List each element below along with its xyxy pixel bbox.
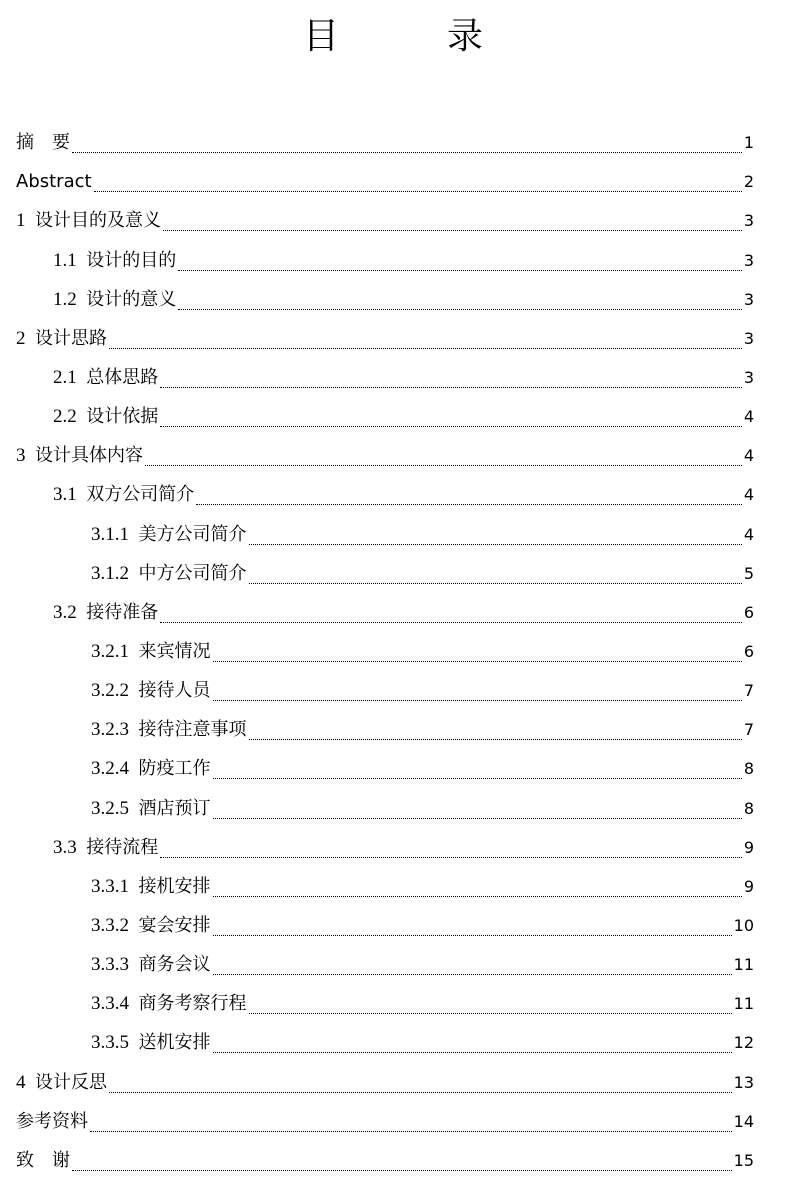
dot-leader bbox=[109, 348, 742, 349]
dot-leader bbox=[145, 465, 742, 466]
dot-leader bbox=[178, 270, 742, 271]
toc-entry-title: 接待人员 bbox=[138, 680, 211, 702]
dot-leader bbox=[163, 230, 742, 231]
dot-leader bbox=[72, 1170, 732, 1171]
dot-leader bbox=[94, 191, 742, 192]
toc-entry-title: 设计的意义 bbox=[86, 288, 177, 310]
dot-leader bbox=[213, 1052, 732, 1053]
toc-entry-number: 1 bbox=[16, 210, 35, 232]
toc-entry-number: 1.1 bbox=[53, 249, 87, 271]
toc-entry[interactable] bbox=[16, 788, 754, 827]
toc-entry[interactable] bbox=[16, 240, 754, 279]
toc-entry-title: 双方公司简介 bbox=[86, 484, 195, 506]
toc-entry-page-number: 8 bbox=[743, 798, 754, 818]
toc-entry-title: 中方公司简介 bbox=[138, 562, 247, 584]
toc-entry-title: 设计的目的 bbox=[86, 249, 177, 271]
toc-entry-number: 3.2.2 bbox=[91, 680, 139, 702]
toc-entry-number: 3.2.4 bbox=[91, 758, 139, 780]
toc-entry-page-number: 11 bbox=[733, 994, 754, 1014]
dot-leader bbox=[213, 896, 742, 897]
toc-entry-number: 3.3.1 bbox=[91, 875, 139, 897]
toc-entry-page-number: 14 bbox=[733, 1111, 754, 1131]
toc-entry-title: 美方公司简介 bbox=[138, 523, 247, 545]
toc-entry-title: 总体思路 bbox=[86, 366, 159, 388]
toc-entry-title: 设计反思 bbox=[35, 1071, 107, 1093]
toc-entry-page-number: 13 bbox=[733, 1072, 754, 1092]
toc-entry-title: 设计具体内容 bbox=[35, 445, 143, 467]
toc-entry[interactable] bbox=[16, 593, 754, 632]
toc-entry-title: 设计思路 bbox=[35, 327, 107, 349]
toc-entry-number: 4 bbox=[16, 1071, 35, 1093]
toc-entry-title: 接待准备 bbox=[86, 601, 159, 623]
toc-entry[interactable] bbox=[16, 162, 754, 201]
toc-entry-number: 1.2 bbox=[53, 288, 87, 310]
toc-entry[interactable] bbox=[16, 867, 754, 906]
toc-entry-number: 3.3.3 bbox=[91, 954, 139, 976]
toc-entry-number: 2.2 bbox=[53, 406, 87, 428]
toc-entry-page-number: 6 bbox=[743, 602, 754, 622]
dot-leader bbox=[249, 583, 742, 584]
toc-entry-page-number: 6 bbox=[743, 641, 754, 661]
page-title: 目 录 bbox=[302, 16, 519, 57]
toc-entry[interactable] bbox=[16, 945, 754, 984]
toc-entry-title: 送机安排 bbox=[138, 1032, 211, 1054]
toc-entry-number: 3.2.3 bbox=[91, 719, 139, 741]
toc-entry-number: 3.3.5 bbox=[91, 1032, 139, 1054]
toc-entry-page-number: 4 bbox=[743, 485, 754, 505]
toc-entry-number: 3.2.5 bbox=[91, 797, 139, 819]
toc-entry-page-number: 11 bbox=[733, 955, 754, 975]
toc-entry-title: 接待流程 bbox=[86, 836, 159, 858]
dot-leader bbox=[249, 1013, 732, 1014]
toc-entry-title: 来宾情况 bbox=[138, 640, 211, 662]
toc-entry[interactable] bbox=[16, 554, 754, 593]
toc-entry-page-number: 8 bbox=[743, 759, 754, 779]
toc-entry-page-number: 7 bbox=[743, 681, 754, 701]
toc-entry[interactable] bbox=[16, 1062, 754, 1101]
toc-entry-page-number: 4 bbox=[743, 524, 754, 544]
toc-entry-page-number: 9 bbox=[743, 837, 754, 857]
toc-entry-page-number: 3 bbox=[743, 211, 754, 231]
toc-entry-number: 3 bbox=[16, 445, 35, 467]
toc-entry-title: 接待注意事项 bbox=[138, 719, 247, 741]
toc-entry-page-number: 2 bbox=[743, 172, 754, 192]
toc-entry-title: 参考资料 bbox=[16, 1110, 88, 1132]
toc-entry-page-number: 9 bbox=[743, 876, 754, 896]
toc-entry-page-number: 10 bbox=[733, 915, 754, 935]
toc-entry-page-number: 12 bbox=[733, 1033, 754, 1053]
toc-entry[interactable] bbox=[16, 123, 754, 162]
toc-entry-page-number: 7 bbox=[743, 720, 754, 740]
toc-entry-page-number: 15 bbox=[733, 1150, 754, 1170]
toc-entry[interactable] bbox=[16, 358, 754, 397]
table-of-contents bbox=[16, 123, 754, 1180]
toc-entry-title: 酒店预订 bbox=[138, 797, 211, 819]
dot-leader bbox=[213, 700, 742, 701]
dot-leader bbox=[90, 1131, 732, 1132]
dot-leader bbox=[213, 778, 742, 779]
toc-entry-page-number: 4 bbox=[743, 407, 754, 427]
toc-entry-number: 3.3 bbox=[53, 836, 87, 858]
toc-entry-number: 3.1.1 bbox=[91, 523, 139, 545]
toc-entry-title: 宴会安排 bbox=[138, 914, 211, 936]
toc-entry[interactable] bbox=[16, 828, 754, 867]
toc-entry-title: 防疫工作 bbox=[138, 758, 211, 780]
toc-entry-title: 设计依据 bbox=[86, 406, 159, 428]
dot-leader bbox=[160, 387, 742, 388]
toc-entry[interactable] bbox=[16, 671, 754, 710]
dot-leader bbox=[213, 818, 742, 819]
dot-leader bbox=[178, 309, 742, 310]
dot-leader bbox=[249, 739, 742, 740]
toc-entry[interactable] bbox=[16, 397, 754, 436]
toc-entry[interactable] bbox=[16, 710, 754, 749]
toc-entry-number: 3.1.2 bbox=[91, 562, 139, 584]
dot-leader bbox=[213, 935, 732, 936]
toc-entry[interactable] bbox=[16, 632, 754, 671]
toc-entry[interactable] bbox=[16, 1102, 754, 1141]
toc-entry-number: 3.3.4 bbox=[91, 993, 139, 1015]
toc-entry[interactable] bbox=[16, 749, 754, 788]
toc-entry[interactable] bbox=[16, 1141, 754, 1180]
toc-entry-title: Abstract bbox=[16, 171, 92, 193]
toc-entry[interactable] bbox=[16, 475, 754, 514]
toc-entry-page-number: 4 bbox=[743, 446, 754, 466]
toc-entry-title: 摘 要 bbox=[16, 132, 70, 154]
toc-entry-title: 商务会议 bbox=[138, 954, 211, 976]
toc-entry-number: 3.1 bbox=[53, 484, 87, 506]
dot-leader bbox=[72, 152, 742, 153]
dot-leader bbox=[213, 974, 732, 975]
dot-leader bbox=[249, 544, 742, 545]
toc-entry-page-number: 3 bbox=[743, 328, 754, 348]
toc-entry[interactable] bbox=[16, 984, 754, 1023]
dot-leader bbox=[160, 622, 742, 623]
dot-leader bbox=[160, 426, 742, 427]
toc-entry-number: 3.2.1 bbox=[91, 640, 139, 662]
toc-entry-title: 设计目的及意义 bbox=[35, 210, 161, 232]
toc-entry[interactable] bbox=[16, 1023, 754, 1062]
toc-entry-title: 商务考察行程 bbox=[138, 993, 247, 1015]
toc-entry[interactable] bbox=[16, 319, 754, 358]
toc-entry-number: 3.3.2 bbox=[91, 914, 139, 936]
toc-entry-page-number: 1 bbox=[743, 133, 754, 153]
dot-leader bbox=[160, 857, 742, 858]
toc-entry-page-number: 3 bbox=[743, 367, 754, 387]
dot-leader bbox=[109, 1092, 732, 1093]
toc-entry-page-number: 3 bbox=[743, 289, 754, 309]
toc-entry-title: 致 谢 bbox=[16, 1149, 70, 1171]
toc-entry[interactable] bbox=[16, 201, 754, 240]
dot-leader bbox=[213, 661, 742, 662]
toc-entry[interactable] bbox=[16, 280, 754, 319]
toc-entry[interactable] bbox=[16, 906, 754, 945]
toc-entry-number: 3.2 bbox=[53, 601, 87, 623]
toc-entry-number: 2.1 bbox=[53, 366, 87, 388]
toc-entry-page-number: 5 bbox=[743, 563, 754, 583]
toc-entry-number: 2 bbox=[16, 327, 35, 349]
toc-entry[interactable] bbox=[16, 436, 754, 475]
toc-entry[interactable] bbox=[16, 514, 754, 553]
toc-entry-page-number: 3 bbox=[743, 250, 754, 270]
dot-leader bbox=[196, 504, 742, 505]
toc-entry-title: 接机安排 bbox=[138, 875, 211, 897]
